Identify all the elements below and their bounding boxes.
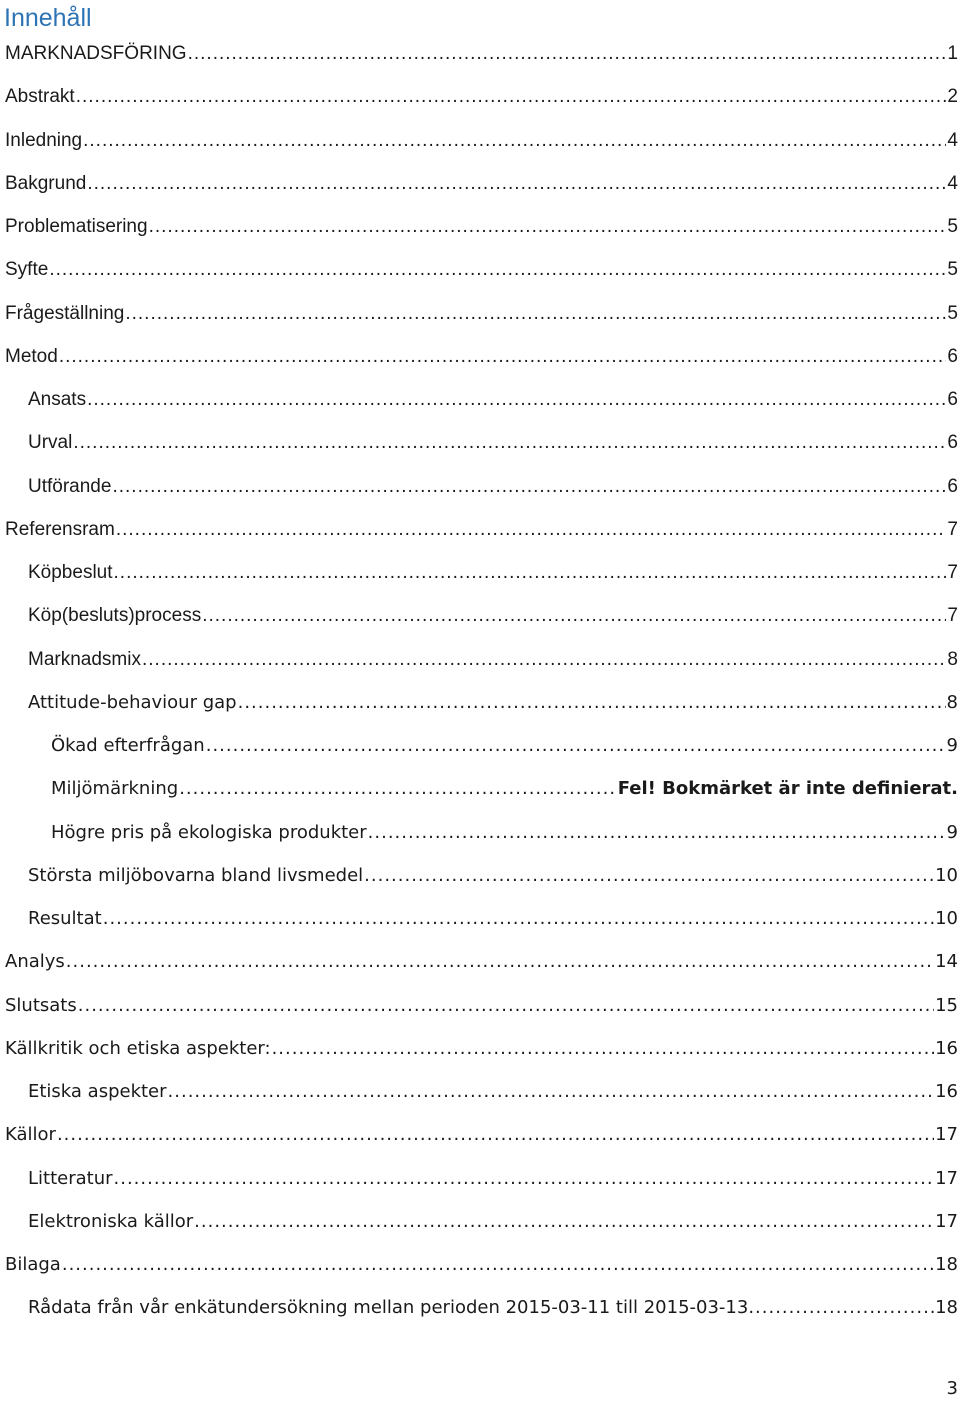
- toc-entry-label: Bilaga: [5, 1254, 61, 1275]
- toc-dot-leader: [78, 984, 934, 1027]
- toc-entry[interactable]: [0, 1070, 960, 1113]
- toc-dot-leader: [114, 551, 947, 594]
- toc-entry-label: Rådata från vår enkätundersökning mellan perioden 2015-03-11 till 2015-03-13.: [28, 1297, 755, 1319]
- toc-entry-page: 1: [947, 43, 958, 64]
- toc-dot-leader: [83, 119, 946, 162]
- toc-dot-leader: [168, 1070, 935, 1113]
- toc-entry[interactable]: [0, 248, 960, 291]
- toc-entry[interactable]: [0, 1113, 960, 1156]
- toc-entry-page: 7: [947, 562, 958, 583]
- toc-entry-page: 7: [947, 605, 958, 627]
- toc-entry-label: Abstrakt: [5, 86, 75, 108]
- toc-entry-page: 10: [935, 908, 958, 929]
- toc-entry[interactable]: [0, 638, 960, 681]
- toc-dot-leader: [73, 421, 946, 464]
- toc-entry-page: 18: [935, 1254, 958, 1275]
- toc-entry-page: 4: [947, 129, 958, 151]
- toc-dot-leader: [76, 75, 947, 118]
- toc-entry-page: 17: [935, 1210, 958, 1232]
- toc-entry-page: 2: [947, 86, 958, 108]
- toc-entry-page: 10: [935, 864, 958, 886]
- toc-dot-leader: [179, 767, 617, 810]
- toc-dot-leader: [125, 292, 946, 335]
- toc-entry[interactable]: [0, 1200, 960, 1243]
- toc-entry-page: 17: [935, 1124, 958, 1146]
- toc-entry-label: Högre pris på ekologiska produkter: [51, 821, 367, 843]
- toc-dot-leader: [202, 594, 946, 637]
- toc-entry-label: Elektroniska källor: [28, 1210, 194, 1232]
- toc-entry[interactable]: [0, 378, 960, 421]
- toc-entry-page: 9: [946, 821, 958, 843]
- toc-dot-leader: [87, 162, 946, 205]
- toc-entry-label: Analys: [5, 951, 65, 973]
- toc-dot-leader: [59, 335, 947, 378]
- toc-entry-label: Ansats: [28, 389, 87, 410]
- toc-dot-leader: [57, 1113, 934, 1156]
- toc-entry[interactable]: [0, 32, 960, 75]
- toc-dot-leader: [368, 811, 946, 854]
- toc-entry[interactable]: [0, 681, 960, 724]
- toc-entry-label: Problematisering: [5, 216, 148, 237]
- toc-entry[interactable]: [0, 1027, 960, 1070]
- toc-dot-leader: [238, 681, 946, 724]
- toc-entry[interactable]: [0, 292, 960, 335]
- toc-entry-error-message: Fel! Bokmärket är inte definierat.: [617, 778, 958, 800]
- toc-entry-label: Bakgrund: [5, 172, 87, 194]
- toc-entry-label: Miljömärkning: [51, 778, 179, 800]
- toc-entry-page: 6: [947, 432, 958, 454]
- toc-entry-label: Etiska aspekter: [28, 1081, 167, 1102]
- toc-entry-label: MARKNADSFÖRING: [5, 43, 187, 64]
- toc-entry-page: 6: [947, 475, 958, 497]
- toc-entry-page: 6: [947, 389, 958, 410]
- toc-dot-leader: [149, 205, 947, 248]
- toc-entry-page: 5: [947, 302, 958, 324]
- toc-dot-leader: [103, 897, 934, 940]
- toc-entry-page: 15: [935, 994, 958, 1016]
- toc-entry-page: 17: [935, 1167, 958, 1189]
- toc-entry-page: 16: [935, 1081, 958, 1102]
- toc-entry-page: 7: [947, 518, 958, 540]
- toc-entry-label: Syfte: [5, 259, 49, 281]
- toc-dot-leader: [66, 940, 934, 983]
- toc-entry[interactable]: [0, 724, 960, 767]
- toc-entry[interactable]: [0, 811, 960, 854]
- toc-entry-page: 5: [947, 259, 958, 281]
- toc-entry-label: Frågeställning: [5, 302, 125, 324]
- toc-entry-label: Utförande: [28, 475, 112, 497]
- toc-entry-page: 4: [947, 172, 958, 194]
- toc-entry[interactable]: [0, 335, 960, 378]
- toc-entry[interactable]: [0, 854, 960, 897]
- toc-entry-label: Köp(besluts)process: [28, 605, 202, 627]
- toc-entry[interactable]: [0, 551, 960, 594]
- toc-entry-label: Attitude-behaviour gap: [28, 691, 237, 713]
- toc-entry[interactable]: [0, 1157, 960, 1200]
- toc-entry-label: Slutsats: [5, 994, 77, 1016]
- toc-dot-leader: [49, 248, 946, 291]
- toc-dot-leader: [87, 378, 946, 421]
- toc-dot-leader: [194, 1200, 934, 1243]
- toc-dot-leader: [206, 724, 946, 767]
- toc-dot-leader: [62, 1243, 934, 1286]
- toc-entry[interactable]: [0, 508, 960, 551]
- toc-dot-leader: [142, 638, 946, 681]
- toc-entry-page: 9: [946, 735, 958, 756]
- toc-entry-page: 5: [947, 216, 958, 237]
- toc-entry[interactable]: [0, 421, 960, 464]
- toc-dot-leader: [755, 1286, 934, 1329]
- toc-entry[interactable]: [0, 205, 960, 248]
- toc-entry-label: Källor: [5, 1124, 56, 1146]
- toc-entry-label: Litteratur: [28, 1167, 113, 1189]
- toc-entry[interactable]: [0, 897, 960, 940]
- toc-entry[interactable]: [0, 984, 960, 1027]
- toc-entry[interactable]: [0, 465, 960, 508]
- toc-entry-label: Källkritik och etiska aspekter:: [5, 1037, 271, 1059]
- toc-dot-leader: [114, 1157, 935, 1200]
- toc-entry[interactable]: [0, 594, 960, 637]
- toc-entry-page: 8: [946, 691, 958, 713]
- toc-entry-page: 8: [947, 648, 958, 670]
- toc-dot-leader: [188, 32, 947, 75]
- toc-entry-label: Urval: [28, 432, 73, 454]
- toc-entry-label: Ökad efterfrågan: [51, 735, 205, 756]
- toc-dot-leader: [272, 1027, 935, 1070]
- toc-entry-page: 6: [947, 345, 958, 367]
- page-number: 3: [946, 1378, 958, 1399]
- toc-entry-label: Köpbeslut: [28, 562, 113, 583]
- toc-dot-leader: [112, 465, 946, 508]
- toc-entry-label: Marknadsmix: [28, 648, 141, 670]
- toc-entry-label: Referensram: [5, 518, 115, 540]
- toc-dot-leader: [364, 854, 934, 897]
- toc-entry[interactable]: [0, 119, 960, 162]
- toc-entry-page: 18: [935, 1297, 958, 1319]
- toc-entry-label: Resultat: [28, 908, 102, 929]
- toc-dot-leader: [116, 508, 947, 551]
- toc-entry[interactable]: [0, 940, 960, 983]
- toc-entry[interactable]: [0, 1286, 960, 1329]
- toc-entry[interactable]: [0, 75, 960, 118]
- toc-entry[interactable]: [0, 767, 960, 810]
- table-of-contents: [0, 32, 960, 1330]
- toc-entry-label: Största miljöbovarna bland livsmedel: [28, 864, 364, 886]
- toc-entry-label: Metod: [5, 345, 58, 367]
- toc-entry-page: 16: [935, 1037, 958, 1059]
- toc-entry-page: 14: [935, 951, 958, 973]
- toc-heading: Innehåll: [4, 4, 92, 32]
- toc-entry[interactable]: [0, 162, 960, 205]
- toc-entry-label: Inledning: [5, 129, 83, 151]
- toc-entry[interactable]: [0, 1243, 960, 1286]
